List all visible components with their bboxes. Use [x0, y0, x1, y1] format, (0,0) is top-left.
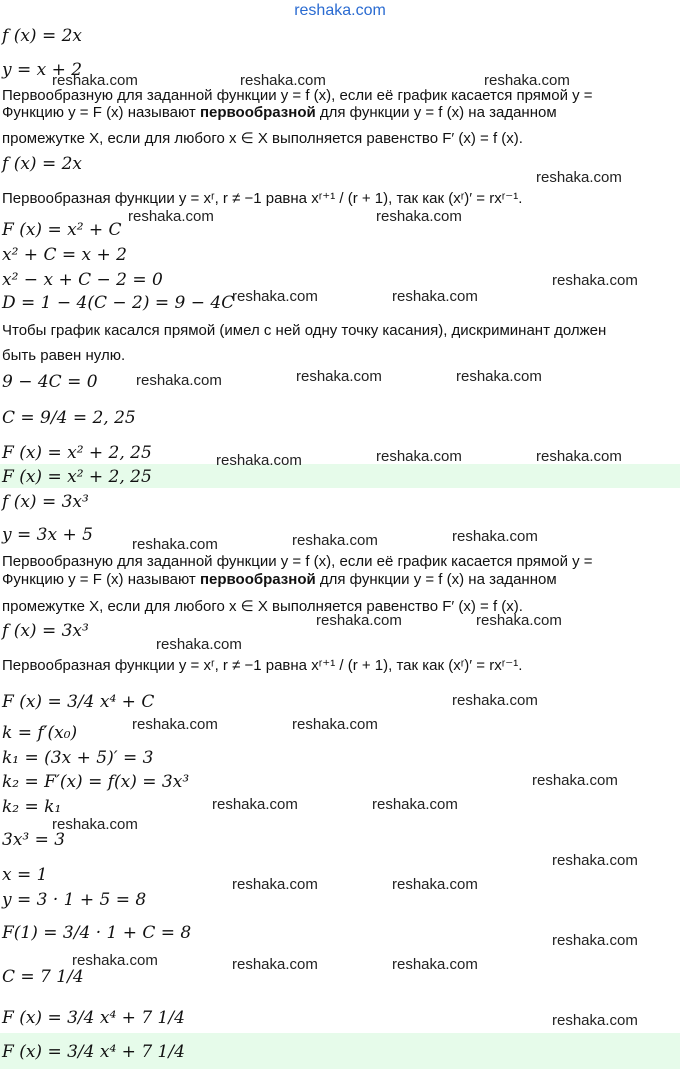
- watermark: reshaka.com: [536, 169, 622, 186]
- p1-antiderivative: F (x) = x² + C: [2, 220, 122, 240]
- watermark: reshaka.com: [232, 288, 318, 305]
- p1-definition: Функцию y = F (x) называют первообразной для функции y = f (x) на заданном: [2, 104, 557, 121]
- p2-k1: k₁ = (3x + 5)′ = 3: [2, 748, 154, 768]
- watermark: reshaka.com: [452, 528, 538, 545]
- p1-task: Первообразную для заданной функции y = f (x), если её график касается прямой y =: [2, 87, 593, 104]
- p1-condition-cont: быть равен нулю.: [2, 347, 126, 364]
- watermark: reshaka.com: [128, 208, 214, 225]
- p1-antiderivative-rule: Первообразная функции y = xʳ, r ≠ −1 равна xʳ⁺¹ / (r + 1), так как (xʳ)′ = rxʳ⁻¹.: [2, 190, 523, 207]
- watermark: reshaka.com: [452, 692, 538, 709]
- watermark: reshaka.com: [132, 536, 218, 553]
- watermark: reshaka.com: [552, 1012, 638, 1029]
- p2-antiderivative-rule: Первообразная функции y = xʳ, r ≠ −1 равна xʳ⁺¹ / (r + 1), так как (xʳ)′ = rxʳ⁻¹.: [2, 657, 523, 674]
- watermark: reshaka.com: [456, 368, 542, 385]
- watermark: reshaka.com: [156, 636, 242, 653]
- p2-f1: F(1) = 3/4 · 1 + C = 8: [2, 923, 192, 943]
- watermark: reshaka.com: [52, 72, 138, 89]
- p1-definition-cont: промежутке X, если для любого x ∈ X выполняется равенство F′ (x) = f (x).: [2, 130, 523, 147]
- p2-function: f (x) = 3x³: [2, 492, 89, 512]
- p2-c-value: C = 7 1/4: [2, 967, 84, 987]
- p2-definition: Функцию y = F (x) называют первообразной для функции y = f (x) на заданном: [2, 571, 557, 588]
- watermark: reshaka.com: [240, 72, 326, 89]
- p1-zero-discriminant: 9 − 4C = 0: [2, 372, 98, 392]
- p1-answer: F (x) = x² + 2, 25: [2, 467, 152, 487]
- p2-task: Первообразную для заданной функции y = f (x), если её график касается прямой y =: [2, 553, 593, 570]
- watermark: reshaka.com: [552, 272, 638, 289]
- p2-x: x = 1: [2, 865, 48, 885]
- watermark: reshaka.com: [532, 772, 618, 789]
- p2-function-repeat: f (x) = 3x³: [2, 621, 89, 641]
- watermark: reshaka.com: [132, 716, 218, 733]
- p2-slope-def: k = f′(x₀): [2, 723, 78, 743]
- p1-equation: x² + C = x + 2: [2, 245, 127, 265]
- p2-answer: F (x) = 3/4 x⁴ + 7 1/4: [2, 1042, 185, 1062]
- p2-k-equal: k₂ = k₁: [2, 797, 62, 817]
- p2-antiderivative: F (x) = 3/4 x⁴ + C: [2, 692, 155, 712]
- p2-definition-cont: промежутке X, если для любого x ∈ X выполняется равенство F′ (x) = f (x).: [2, 598, 523, 615]
- watermark: reshaka.com: [376, 208, 462, 225]
- watermark: reshaka.com: [232, 876, 318, 893]
- watermark: reshaka.com: [292, 716, 378, 733]
- p1-c-value: C = 9/4 = 2, 25: [2, 408, 136, 428]
- p1-function: f (x) = 2x: [2, 26, 83, 46]
- watermark: reshaka.com: [376, 448, 462, 465]
- p1-condition: Чтобы график касался прямой (имел с ней одну точку касания), дискриминант должен: [2, 322, 607, 339]
- watermark: reshaka.com: [372, 796, 458, 813]
- site-watermark-top: reshaka.com: [294, 2, 386, 19]
- p1-line: y = x + 2: [2, 60, 83, 80]
- watermark: reshaka.com: [392, 288, 478, 305]
- p1-quadratic: x² − x + C − 2 = 0: [2, 270, 163, 290]
- watermark: reshaka.com: [232, 956, 318, 973]
- p2-eq: 3x³ = 3: [2, 830, 66, 850]
- watermark: reshaka.com: [392, 956, 478, 973]
- watermark: reshaka.com: [296, 368, 382, 385]
- watermark: reshaka.com: [552, 932, 638, 949]
- watermark: reshaka.com: [72, 952, 158, 969]
- p1-function-repeat: f (x) = 2x: [2, 154, 83, 174]
- watermark: reshaka.com: [216, 452, 302, 469]
- watermark: reshaka.com: [476, 612, 562, 629]
- watermark: reshaka.com: [552, 852, 638, 869]
- p2-k2: k₂ = F′(x) = f(x) = 3x³: [2, 772, 190, 792]
- watermark: reshaka.com: [484, 72, 570, 89]
- p1-result: F (x) = x² + 2, 25: [2, 443, 152, 463]
- watermark: reshaka.com: [536, 448, 622, 465]
- p2-line: y = 3x + 5: [2, 525, 93, 545]
- p2-y: y = 3 · 1 + 5 = 8: [2, 890, 147, 910]
- p1-discriminant: D = 1 − 4(C − 2) = 9 − 4C: [2, 293, 235, 313]
- watermark: reshaka.com: [136, 372, 222, 389]
- watermark: reshaka.com: [316, 612, 402, 629]
- watermark: reshaka.com: [392, 876, 478, 893]
- p2-result: F (x) = 3/4 x⁴ + 7 1/4: [2, 1008, 185, 1028]
- watermark: reshaka.com: [292, 532, 378, 549]
- watermark: reshaka.com: [212, 796, 298, 813]
- watermark: reshaka.com: [52, 816, 138, 833]
